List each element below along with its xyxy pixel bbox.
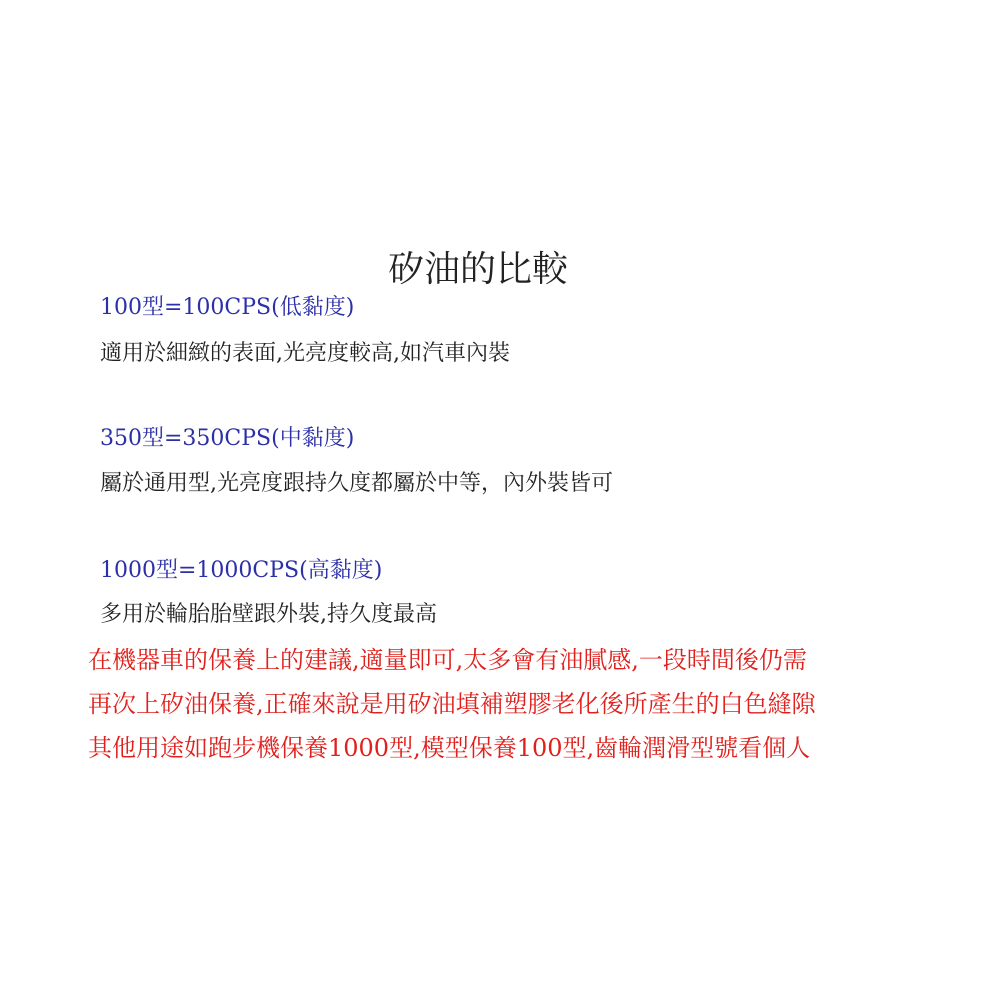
page-title: 矽油的比較 [388,249,569,290]
note-line-3: 其他用途如跑步機保養1000型,模型保養100型,齒輪潤滑型號看個人 [88,734,811,762]
type-description-100: 適用於細緻的表面,光亮度較高,如汽車內裝 [100,341,510,366]
type-label-350: 350型=350CPS(中黏度) [100,426,355,451]
note-line-2: 再次上矽油保養,正確來說是用矽油填補塑膠老化後所產生的白色縫隙 [88,690,816,718]
type-label-100: 100型=100CPS(低黏度) [100,295,355,320]
note-line-1: 在機器車的保養上的建議,適量即可,太多會有油膩感,一段時間後仍需 [88,646,807,674]
type-description-350: 屬於通用型,光亮度跟持久度都屬於中等，內外裝皆可 [100,471,613,496]
type-label-1000: 1000型=1000CPS(高黏度) [100,558,383,583]
type-description-1000: 多用於輪胎胎壁跟外裝,持久度最高 [100,602,437,627]
